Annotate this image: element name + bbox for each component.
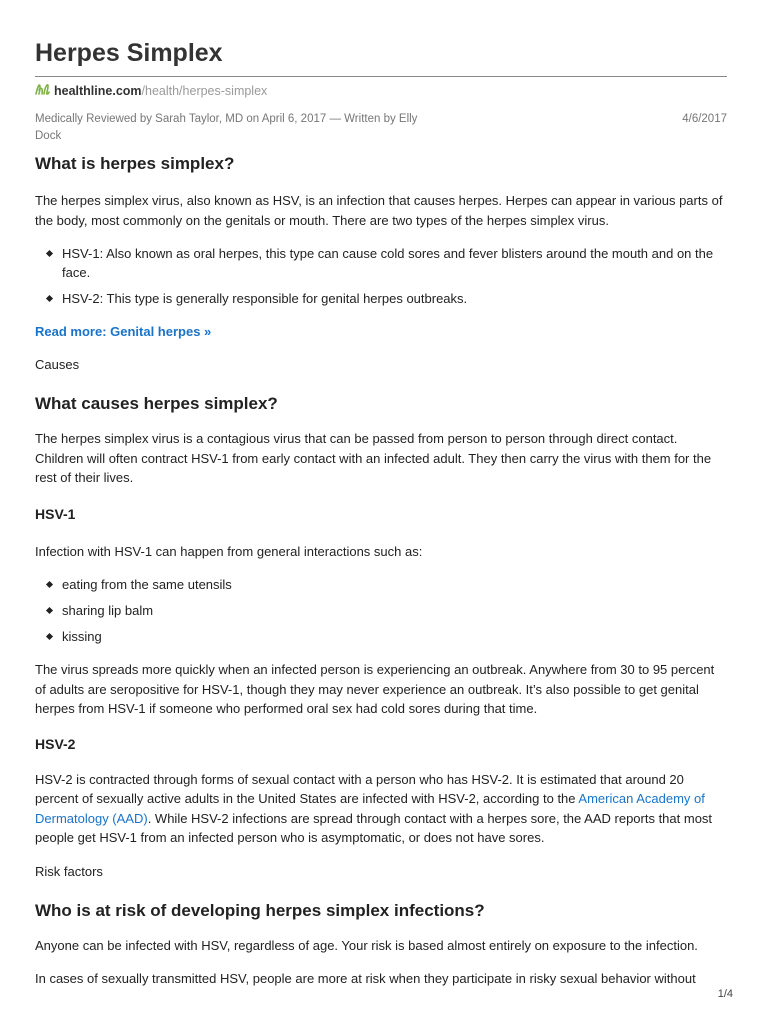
source-line xyxy=(35,76,727,104)
subsection-heading: HSV-1 xyxy=(35,505,76,522)
read-more-link[interactable]: Read more: Genital herpes » xyxy=(35,324,212,339)
source-domain-link[interactable]: healthline.com xyxy=(54,84,142,98)
subsection-heading: HSV-2 xyxy=(35,735,76,752)
bullet-list xyxy=(35,575,727,646)
source-path: /health/herpes-simplex xyxy=(141,84,268,98)
paragraph-text: HSV-2 is contracted through forms of sexual contact with a person who has HSV-2. It is estimated that around 20 percent of sexually active adults in the United States are infected with HSV-2, according to the xyxy=(35,771,684,806)
section-heading: What is herpes simplex? xyxy=(35,154,235,173)
print-date: 4/6/2017 xyxy=(682,113,727,125)
list-item: sharing lip balm xyxy=(35,601,727,620)
read-more-paragraph xyxy=(35,322,727,342)
section-label: Risk factors xyxy=(35,863,103,879)
section-label: Causes xyxy=(35,356,80,372)
paragraph: Anyone can be infected with HSV, regardless of age. Your risk is based almost entirely on exposure to the infection. xyxy=(35,938,698,953)
paragraph xyxy=(35,770,727,848)
byline: Medically Reviewed by Sarah Taylor, MD on April 6, 2017 — Written by Elly Dock xyxy=(35,113,418,142)
paragraph: In cases of sexually transmitted HSV, people are more at risk when they participate in risky sexual behavior without xyxy=(35,970,696,986)
article-body xyxy=(35,153,727,988)
article-meta xyxy=(35,111,727,145)
aad-link[interactable]: American Academy of Dermatology (AAD) xyxy=(35,791,705,826)
list-item: kissing xyxy=(35,627,727,646)
paragraph: The virus spreads more quickly when an infected person is experiencing an outbreak. Anywhere from 30 to 95 percent of adults are seropositive for HSV-1, though they may never experience an outbreak. It’s also possible to get genital herpes from HSV-1 if someone who performed oral sex had cold sores during that time. xyxy=(35,662,715,716)
list-item: HSV-1: Also known as oral herpes, this type can cause cold sores and fever blisters around the mouth and on the face. xyxy=(35,244,727,282)
list-item: HSV-2: This type is generally responsible for genital herpes outbreaks. xyxy=(35,289,727,308)
page-number: 1/4 xyxy=(717,988,733,1000)
section-heading: Who is at risk of developing herpes simplex infections? xyxy=(35,901,485,920)
paragraph: The herpes simplex virus is a contagious virus that can be passed from person to person through direct contact. Children will often contract HSV-1 from early contact with an infected adult. They then carry the virus with them for the rest of their lives. xyxy=(35,431,712,485)
section-heading: What causes herpes simplex? xyxy=(35,394,278,413)
healthline-logo-icon xyxy=(35,79,50,105)
page-title: Herpes Simplex xyxy=(35,39,223,67)
paragraph-text: . While HSV-2 infections are spread through contact with a herpes sore, the AAD reports that most people get HSV-1 from an infected person who is asymptomatic, or does not have sores. xyxy=(35,810,713,845)
paragraph: The herpes simplex virus, also known as HSV, is an infection that causes herpes. Herpes can appear in various parts of the body, most commonly on the genitals or mouth. There are two types of the herpes simplex virus. xyxy=(35,193,723,228)
list-item: eating from the same utensils xyxy=(35,575,727,594)
paragraph: Infection with HSV-1 can happen from general interactions such as: xyxy=(35,543,423,559)
bullet-list xyxy=(35,244,727,308)
